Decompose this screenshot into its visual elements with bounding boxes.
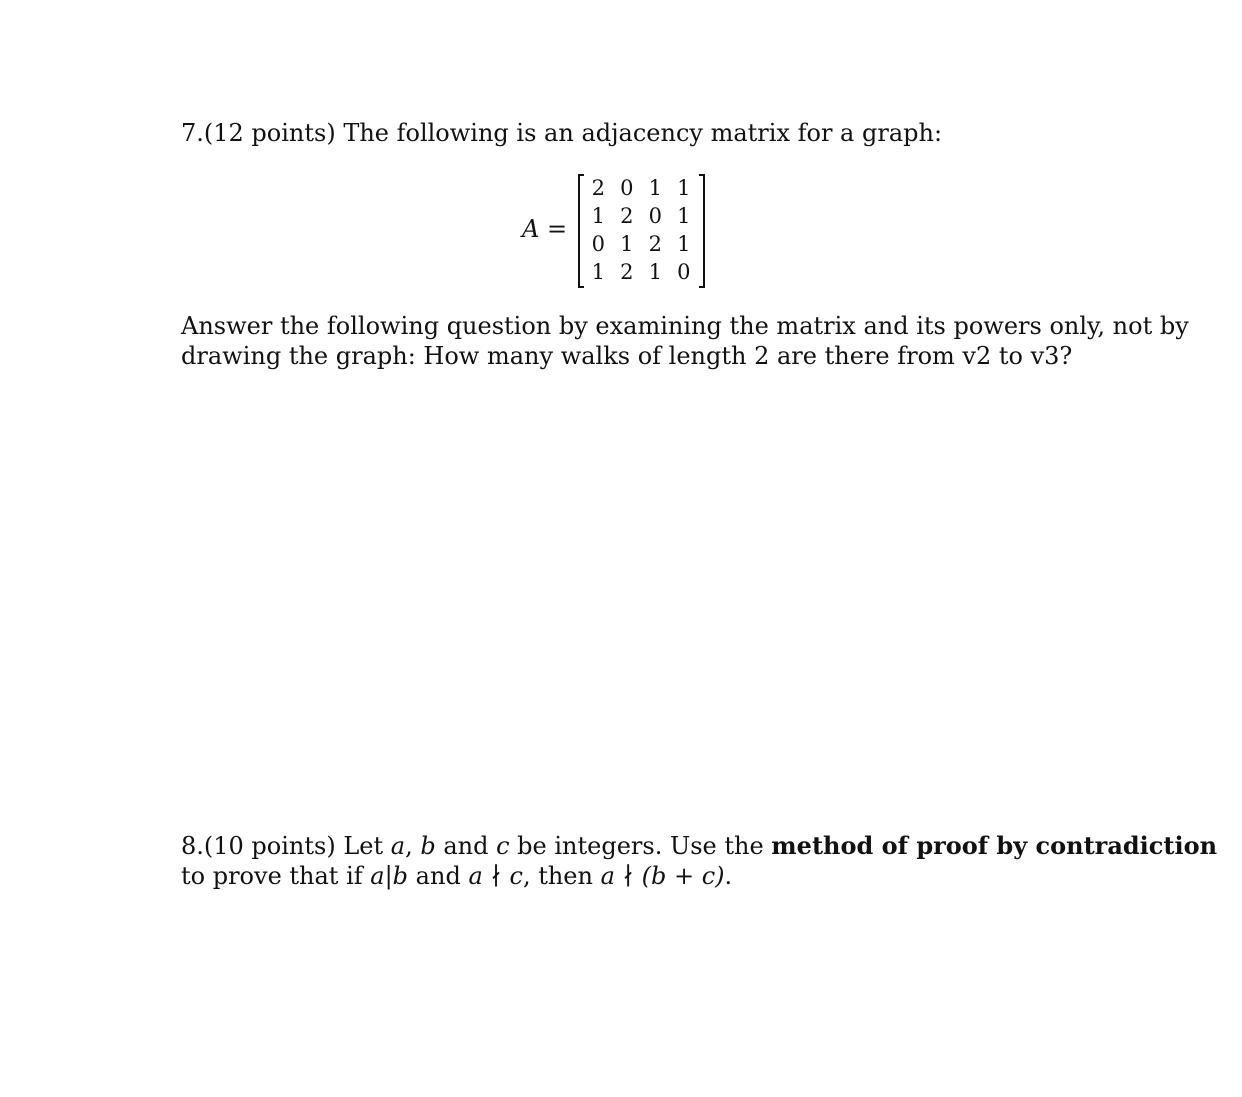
var-b: b: [420, 832, 436, 860]
adjacency-matrix-equation: [522, 172, 722, 290]
matrix-cell: 1: [677, 204, 691, 228]
matrix-cell: 0: [591, 232, 605, 256]
q8-text-part: 8.(10 points) Let: [181, 832, 391, 860]
matrix-cell: 0: [620, 176, 634, 200]
question-7-intro: 7.(12 points) The following is an adjacency matrix for a graph:: [181, 119, 943, 147]
matrix-grid: [584, 174, 698, 286]
not-divides-sum-expression: a ∤ (b + c): [600, 862, 725, 890]
q8-and: and: [435, 832, 497, 860]
q8-text-part: to prove that if: [181, 862, 371, 890]
matrix-cell: 1: [620, 232, 634, 256]
matrix-label: A: [522, 215, 540, 243]
matrix-cell: 1: [591, 260, 605, 284]
answer-line-1: Answer the following question by examining the matrix and its powers only, not by: [181, 312, 1189, 340]
matrix-cell: 1: [648, 260, 662, 284]
matrix-cell: 1: [677, 232, 691, 256]
q8-period: .: [724, 862, 733, 890]
q8-comma: ,: [405, 832, 421, 860]
method-emphasis: method of proof by contradiction: [771, 831, 1218, 860]
answer-line-2: drawing the graph: How many walks of length 2 are there from v2 to v3?: [181, 342, 1073, 370]
matrix-cell: 1: [648, 176, 662, 200]
equals-sign: =: [546, 215, 568, 243]
right-bracket: [699, 174, 705, 288]
matrix-lhs: [522, 214, 567, 244]
matrix-cell: 0: [677, 260, 691, 284]
matrix-cell: 2: [591, 176, 605, 200]
q8-then: , then: [522, 862, 601, 890]
matrix-cell: 2: [648, 232, 662, 256]
matrix-cell: 1: [591, 204, 605, 228]
not-divides-expression: a ∤ c: [468, 862, 523, 890]
matrix-cell: 0: [648, 204, 662, 228]
question-8-line-1: [181, 831, 1217, 861]
question-7-answer-prompt: [181, 311, 1189, 371]
matrix-cell: 2: [620, 204, 634, 228]
matrix-cell: 1: [677, 176, 691, 200]
q8-text-part: be integers. Use the: [509, 832, 772, 860]
var-a: a: [390, 832, 406, 860]
divides-expression: a|b: [370, 862, 409, 890]
var-c: c: [496, 832, 510, 860]
matrix-cell: 2: [620, 260, 634, 284]
q8-and: and: [408, 862, 469, 890]
question-8-line-2: [181, 861, 1217, 891]
question-8: [181, 831, 1217, 891]
